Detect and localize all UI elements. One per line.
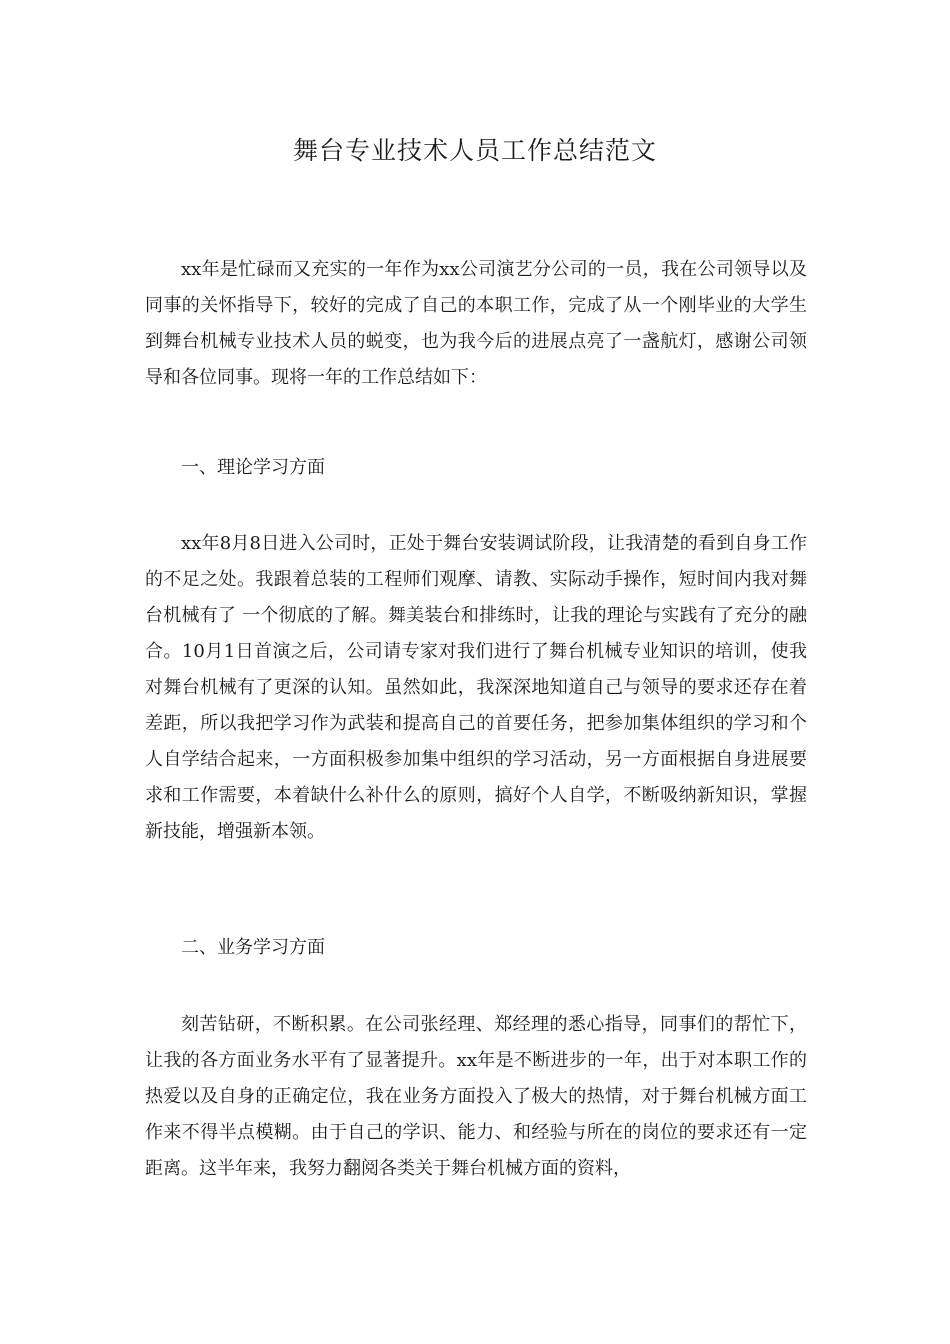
business-paragraph: 刻苦钻研，不断积累。在公司张经理、郑经理的悉心指导，同事们的帮忙下，让我的各方面业务水平有了显著提升。xx年是不断进步的一年，出于对本职工作的热爱以及自身的正确定位，我在业务方面投入了极大的热情，对于舞台机械方面工作来不得半点模糊。由于自己的学识、能力、和经验与所在的岗位的要求还有一定距离。这半年来，我努力翻阅各类关于舞台机械方面的资料，	[145, 1014, 807, 1179]
theory-paragraph: xx年8月8日进入公司时，正处于舞台安装调试阶段，让我清楚的看到自身工作的不足之处。我跟着总装的工程师们观摩、请教、实际动手操作，短时间内我对舞台机械有了 一个彻底的了解。舞美装台和排练时，让我的理论与实践有了充分的融合。10月1日首演之后，公司请专家对我们进行了舞台机械专业知识的培训，使我对舞台机械有了更深的认知。虽然如此，我深深地知道自己与领导的要求还存在着差距，所以我把学习作为武装和提高自己的首要任务，把参加集体组织的学习和个人自学结合起来，一方面积极参加集中组织的学习活动，另一方面根据自身进展要求和工作需要，本着缺什么补什么的原则，搞好个人自学，不断吸纳新知识，掌握新技能，增强新本领。	[145, 533, 807, 842]
document-title: 舞台专业技术人员工作总结范文	[292, 136, 657, 165]
section-heading-theory: 一、理论学习方面	[181, 457, 325, 478]
intro-paragraph: xx年是忙碌而又充实的一年作为xx公司演艺分公司的一员，我在公司领导以及同事的关怀指导下，较好的完成了自己的本职工作，完成了从一个刚毕业的大学生到舞台机械专业技术人员的蜕变，也为我今后的进展点亮了一盏航灯，感谢公司领导和各位同事。现将一年的工作总结如下：	[145, 259, 807, 388]
section-heading-business: 二、业务学习方面	[181, 937, 325, 958]
